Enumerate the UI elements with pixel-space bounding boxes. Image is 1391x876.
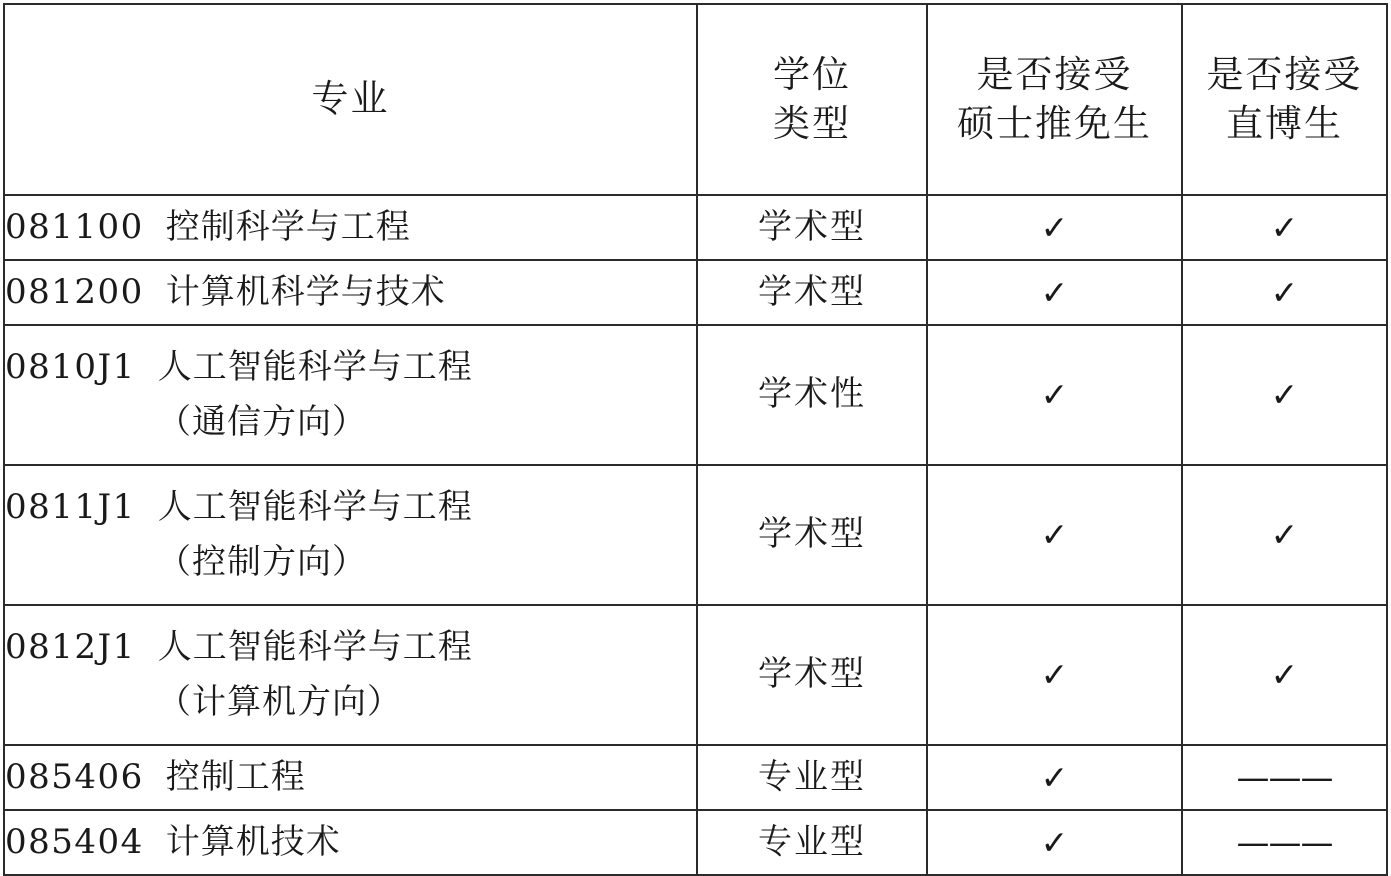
cell-accept-master: ✓ [927,810,1182,875]
column-header-major-label: 专业 [311,77,390,121]
table-header [4,4,1387,195]
table-row [4,810,1387,875]
major-code: 0811J1 [5,486,136,527]
cell-accept-phd: ✓ [1182,260,1387,325]
column-header-degree-type [697,4,927,195]
header-row [4,4,1387,195]
cell-accept-phd: ✓ [1182,605,1387,745]
column-header-accept-phd-lines [1183,51,1386,149]
table-row [4,260,1387,325]
cell-accept-master: ✓ [927,195,1182,260]
cell-major [4,605,697,745]
document-page [0,3,1391,862]
major-name: 人工智能科学与工程 [157,346,473,387]
cell-major [4,810,697,875]
major-name: 控制科学与工程 [165,206,411,247]
cell-accept-phd: ✓ [1182,325,1387,465]
accept-master-line-1: 是否接受 [976,52,1133,96]
major-code: 0812J1 [5,626,136,667]
cell-major [4,260,697,325]
column-header-accept-master [927,4,1182,195]
cell-accept-phd: ✓ [1182,195,1387,260]
cell-degree-type: 专业型 [697,810,927,875]
table-row [4,195,1387,260]
degree-type-line-1: 学位 [773,52,851,96]
cell-degree-type: 学术型 [697,260,927,325]
major-code: 081100 [5,206,144,247]
majors-table [3,3,1388,876]
cell-accept-phd: ——— [1182,745,1387,810]
degree-type-line-2: 类型 [773,101,851,145]
cell-accept-master: ✓ [927,325,1182,465]
cell-accept-phd: ——— [1182,810,1387,875]
cell-major [4,465,697,605]
cell-degree-type: 学术性 [697,325,927,465]
cell-major [4,325,697,465]
column-header-major [4,4,697,195]
cell-degree-type: 专业型 [697,745,927,810]
accept-master-line-2: 硕士推免生 [957,101,1152,145]
table-row [4,745,1387,810]
cell-degree-type: 学术型 [697,195,927,260]
table-row [4,325,1387,465]
cell-degree-type: 学术型 [697,465,927,605]
cell-accept-phd: ✓ [1182,465,1387,605]
major-name: 计算机科学与技术 [165,271,446,312]
major-name: 人工智能科学与工程 [157,626,473,667]
cell-accept-master: ✓ [927,605,1182,745]
major-name-line2: （计算机方向） [157,682,402,722]
major-name-line2: （通信方向） [157,402,367,442]
table-body [4,195,1387,875]
major-name: 控制工程 [165,756,306,797]
major-name: 计算机技术 [165,821,341,862]
major-code: 085404 [5,821,144,862]
table-row [4,605,1387,745]
cell-accept-master: ✓ [927,260,1182,325]
cell-accept-master: ✓ [927,465,1182,605]
accept-phd-line-2: 直博生 [1226,101,1343,145]
cell-accept-master: ✓ [927,745,1182,810]
cell-degree-type: 学术型 [697,605,927,745]
major-code: 085406 [5,756,144,797]
major-code: 081200 [5,271,144,312]
column-header-accept-master-lines [928,51,1181,149]
column-header-accept-phd [1182,4,1387,195]
cell-major [4,745,697,810]
column-header-degree-type-lines [698,51,926,149]
major-name: 人工智能科学与工程 [157,486,473,527]
accept-phd-line-1: 是否接受 [1206,52,1363,96]
table-row [4,465,1387,605]
cell-major [4,195,697,260]
major-name-line2: （控制方向） [157,542,367,582]
major-code: 0810J1 [5,346,136,387]
